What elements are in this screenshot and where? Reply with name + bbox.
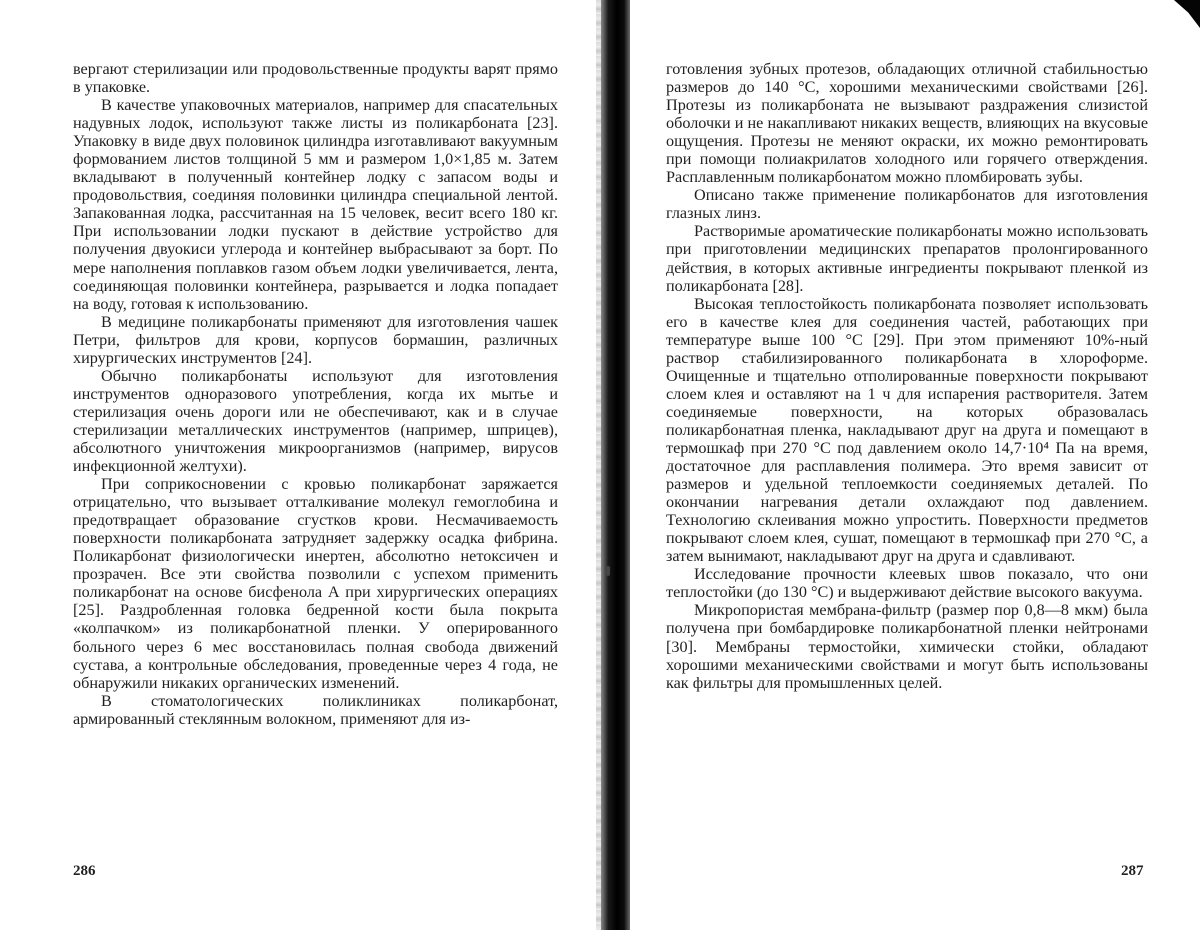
book-gutter xyxy=(601,0,630,930)
left-paragraph-5: При соприкосновении с кровью поликарбонат заряжается отрицательно, что вызывает отталкивание молекул гемоглобина и предотвращает образование сгустков крови. Несмачиваемость поверхности поликарбоната затрудняет задержку осадка фибрина. Поликарбонат физиологически инертен, абсолютно нетоксичен и прозрачен. Все эти свойства позволили с успехом применить поликарбонат на основе бисфенола А при хирургических операциях [25]. Раздробленная головка бедренной кости была покрыта «колпачком» из поликарбонатной пленки. У оперированного больного через 6 мес восстановилась полная свобода движений сустава, а контрольные обследования, проведенные через 4 года, не обнаружили никаких органических изменений. xyxy=(73,475,558,692)
left-paragraph-2: В качестве упаковочных материалов, например для спасательных надувных лодок, используют также листы из поликарбоната [23]. Упаковку в виде двух половинок цилиндра изготавливают вакуумным формованием листов толщиной 5 мм и размером 1,0×1,85 м. Затем вкладывают в полученный контейнер лодку с запасом воды и продовольствия, соединяя половинки цилиндра специальной лентой. Запакованная лодка, рассчитанная на 15 человек, весит всего 180 кг. При использовании лодки пускают в действие устройство для получения двуокиси углерода и контейнер выбрасывают за борт. По мере наполнения поплавков газом объем лодки увеличивается, лента, соединяющая половинки контейнера, разрывается и лодка попадает на воду, готовая к использованию. xyxy=(73,96,558,313)
right-paragraph-1: готовления зубных протезов, обладающих отличной стабильностью размеров до 140 °С, хорошими механическими свойствами [26]. Протезы из поликарбоната не вызывают раздражения слизистой оболочки и не накапливают никаких веществ, влияющих на вкусовые ощущения. Протезы не меняют окраски, их можно ремонтировать при помощи полиакрилатов холодного или горячего отверждения. Расплавленным поликарбонатом можно пломбировать зубы. xyxy=(666,60,1148,187)
left-paragraph-4: Обычно поликарбонаты используют для изготовления инструментов одноразового употребления, когда их мытье и стерилизация очень дороги или не обеспечивают, как и в случае стерилизации металлических инструментов (например, шприцев), абсолютного уничтожения микроорганизмов (например, вирусов инфекционной желтухи). xyxy=(73,366,558,476)
right-paragraph-6: Микропористая мембрана-фильтр (размер пор 0,8—8 мкм) была получена при бомбардировке поликарбонатной пленки нейтронами [30]. Мембраны термостойки, химически стойки, обладают хорошими механическими свойствами и могут быть использованы как фильтры для промышленных целей. xyxy=(666,601,1148,692)
left-paragraph-1: вергают стерилизации или продовольственные продукты варят прямо в упаковке. xyxy=(73,60,558,97)
left-page xyxy=(73,60,558,728)
right-paragraph-4: Высокая теплостойкость поликарбоната позволяет использовать его в качестве клея для соединения частей, работающих при температуре выше 100 °С [29]. При этом применяют 10%-ный раствор стабилизированного поликарбоната в хлороформе. Очищенные и тщательно отполированные поверхности покрывают слоем клея и оставляют на 1 ч для испарения растворителя. Затем соединяемые поверхности, на которых образовалась поликарбонатная пленка, накладывают друг на друга и помещают в термошкаф при 270 °С под давлением около 14,7·10⁴ Па на время, достаточное для расплавления полимера. Это время зависит от размеров и удельной теплоемкости соединяемых деталей. По окончании нагревания детали охлаждают под давлением. Технологию склеивания можно упростить. Поверхности предметов покрывают слоем клея, сушат, помещают в термошкаф при 270 °С, а затем вынимают, накладывают друг на друга и сдавливают. xyxy=(666,294,1148,566)
scan-corner-shadow xyxy=(1174,0,1200,28)
right-page-number: 287 xyxy=(1121,863,1144,879)
left-paragraph-6: В стоматологических поликлиниках поликарбонат, армированный стеклянным волокном, применяют для из- xyxy=(73,691,558,728)
left-page-number: 286 xyxy=(73,863,96,879)
left-paragraph-3: В медицине поликарбонаты применяют для изготовления чашек Петри, фильтров для крови, корпусов бормашин, различных хирургических инструментов [24]. xyxy=(73,312,558,367)
right-paragraph-2: Описано также применение поликарбонатов для изготовления глазных линз. xyxy=(666,186,1148,223)
right-page xyxy=(666,60,1148,692)
right-paragraph-3: Растворимые ароматические поликарбонаты можно использовать при приготовлении медицинских препаратов пролонгированного действия, в которых активные ингредиенты покрывают пленкой из поликарбоната [28]. xyxy=(666,222,1148,295)
scan-speck xyxy=(606,566,610,576)
right-paragraph-5: Исследование прочности клеевых швов показало, что они теплостойки (до 130 °С) и выдерживают действие высокого вакуума. xyxy=(666,565,1148,602)
